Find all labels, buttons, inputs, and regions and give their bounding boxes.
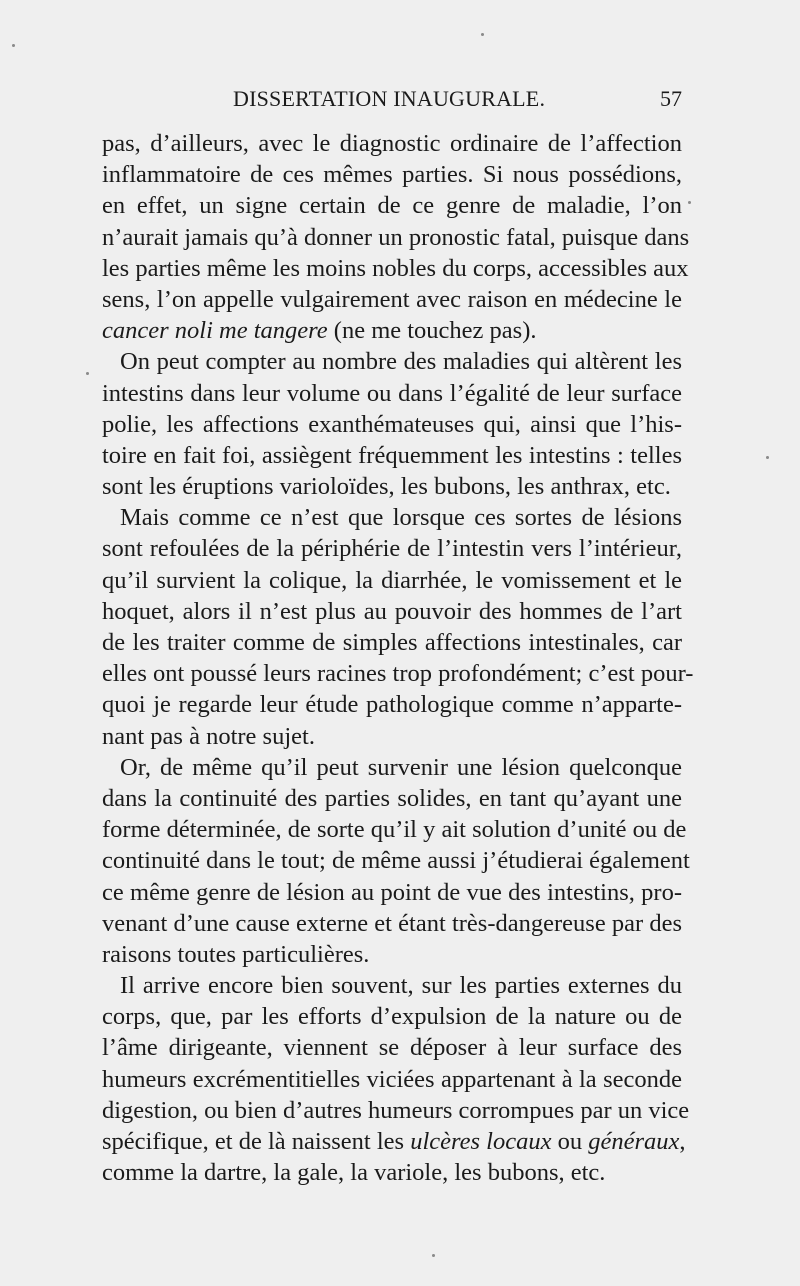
text-segment: sens, l’on appelle vulgairement avec raison en médecine le [102,285,682,313]
italic-segment: cancer noli me tangere [102,317,328,345]
text-line [102,471,682,502]
text-line [102,1001,682,1032]
text-line [102,1157,682,1188]
italic-segment: généraux [588,1128,680,1155]
paper-speck [481,33,484,36]
text-segment: Or, de même qu’il peut survenir une lésion quelconque [120,753,682,781]
text-segment: pas, d’ailleurs, avec le diagnostic ordinaire de l’affection [102,130,682,157]
paper-speck [766,456,769,459]
text-line [102,752,682,783]
text-segment: ce même genre de lésion au point de vue des intestins, pro- [102,878,682,906]
text-line [102,284,682,315]
text-line [102,1032,682,1063]
text-segment: dans la continuité des parties solides, en tant qu’ayant une [102,784,682,812]
text-segment: intestins dans leur volume ou dans l’égalité de leur surface [102,379,682,407]
text-line [102,409,682,440]
text-line [102,783,682,814]
text-segment: n’aurait jamais qu’à donner un pronostic fatal, puisque dans [102,223,690,251]
text-segment: sont les éruptions varioloïdes, les bubons, les anthrax, etc. [102,473,671,501]
text-line [102,190,682,221]
text-segment: comme la dartre, la gale, la variole, les bubons, etc. [102,1159,606,1187]
text-segment: Il arrive encore bien souvent, sur les parties externes du [120,972,682,1000]
text-line [102,908,682,939]
text-line [102,1095,690,1126]
text-segment: , [679,1128,686,1155]
page-number: 57 [660,86,682,111]
text-segment: raisons toutes particulières. [102,940,370,968]
text-segment: Mais comme ce n’est que lorsque ces sortes de lésions [120,504,682,532]
text-segment: On peut compter au nombre des maladies qui altèrent les [120,348,682,376]
text-line [102,814,687,845]
italic-segment: ulcères locaux [410,1128,552,1155]
text-segment: forme déterminée, de sorte qu’il y ait solution d’unité ou de [102,816,687,844]
text-segment: hoquet, alors il n’est plus au pouvoir des hommes de l’art [102,597,682,625]
text-line [102,159,682,190]
paper-speck [86,372,89,375]
page-header [0,86,800,116]
text-segment: corps, que, par les efforts d’expulsion de la nature ou de [102,1003,682,1031]
text-segment: les parties même les moins nobles du corps, accessibles aux [102,254,689,282]
body-text [102,128,694,1188]
text-segment: sont refoulées de la périphérie de l’intestin vers l’intérieur, [102,535,682,563]
text-segment: spécifique, et de là naissent les [102,1128,411,1155]
text-segment: toire en fait foi, assiègent fréquemment les intestins : telles [102,441,682,469]
text-line [102,658,694,689]
paper-speck [688,201,691,204]
text-segment: ou [551,1128,589,1155]
text-segment: inflammatoire de ces mêmes parties. Si nous possédions, [102,161,682,189]
text-line [102,970,682,1001]
text-line [102,346,682,377]
text-line [102,689,682,720]
text-segment: (ne me touchez pas). [327,317,537,345]
text-line [102,1126,686,1157]
text-line [102,378,682,409]
text-segment: nant pas à notre sujet. [102,722,315,750]
running-title: DISSERTATION INAUGURALE. [233,86,546,111]
text-line [102,1064,682,1095]
text-line [102,721,682,752]
paper-speck [12,44,15,47]
text-line [102,502,682,533]
text-segment: elles ont poussé leurs racines trop profondément; c’est pour- [102,660,694,688]
text-line [102,939,682,970]
text-segment: en effet, un signe certain de ce genre de maladie, l’on [102,192,682,220]
text-segment: de les traiter comme de simples affections intestinales, car [102,629,682,656]
text-segment: polie, les affections exanthémateuses qui, ainsi que l’his- [102,410,682,438]
text-segment: humeurs excrémentitielles viciées appartenant à la seconde [102,1065,682,1093]
text-line [102,253,689,284]
text-line [102,222,690,253]
text-line [102,627,682,658]
text-line [102,440,682,471]
text-line [102,596,682,627]
text-segment: continuité dans le tout; de même aussi j’étudierai également [102,847,690,875]
text-line [102,565,682,596]
text-line [102,128,682,159]
text-segment: l’âme dirigeante, viennent se déposer à leur surface des [102,1034,682,1062]
text-line [102,845,690,876]
text-segment: qu’il survient la colique, la diarrhée, le vomissement et le [102,566,682,594]
text-line [102,877,682,908]
text-segment: quoi je regarde leur étude pathologique comme n’apparte- [102,691,682,719]
paper-speck [432,1254,435,1257]
text-line [102,315,682,346]
text-line [102,533,682,564]
text-segment: digestion, ou bien d’autres humeurs corrompues par un vice [102,1096,690,1124]
text-segment: venant d’une cause externe et étant très-dangereuse par des [102,909,682,937]
